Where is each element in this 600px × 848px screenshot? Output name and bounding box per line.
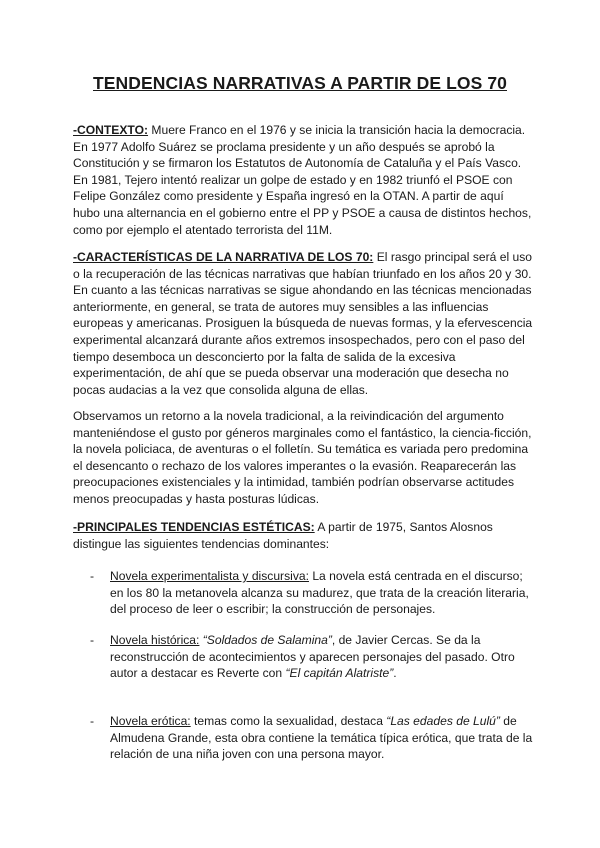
work-title: “Las edades de Lulú”	[386, 714, 500, 728]
list-item-label: Novela experimentalista y discursiva:	[110, 569, 309, 583]
list-item-label: Novela erótica:	[110, 714, 191, 728]
list-item-description: La novela está centrada en el discurso; en los 80 la metanovela alcanza su madurez, que trata de la creación literaria, del proceso de leer o escribir; la construcción de personajes.	[110, 569, 529, 617]
contexto-body: Muere Franco en el 1976 y se inicia la transición hacia la democracia. En 1977 Adolfo Suárez se proclama presidente y un año después se aprobó la Constitución y se firmaron los Estatutos de Autonomía de Cataluña y el País Vasco. En 1981, Tejero intentó realizar un golpe de estado y en 1982 triunfó el PSOE con Felipe González como presidente y España ingresó en la OTAN. A partir de aquí hubo una alternancia en el gobierno entre el PP y PSOE a causa de distintos hechos, como por ejemplo el atentado terrorista del 11M.	[73, 123, 532, 237]
observamos-paragraph: Observamos un retorno a la novela tradicional, a la reivindicación del argumento manteniéndose el gusto por géneros marginales como el fantástico, la ciencia-ficción, la novela policiaca, de aventuras o el folletín. Su temática es variada pero predomina el desencanto o rechazo de los valores imperantes o la evasión. Reaparecerán las preocupaciones existenciales y la intimidad, también podrían observarse actitudes menos preocupadas y hasta posturas lúdicas.	[73, 409, 532, 506]
list-item-description: de Almudena Grande, esta obra contiene la temática típica erótica, que trata de la relación de una niña joven con una persona mayor.	[110, 714, 533, 762]
work-title: “Soldados de Salamina”	[202, 633, 332, 647]
list-item-text: Novela histórica: “Soldados de Salamina”, de Javier Cercas. Se da la reconstrucción de acontecimientos y aparecen personajes del pasado. Otro autor a destacar es Reverte con “El capitán Alatriste”.	[110, 633, 515, 681]
tendencias-heading: -PRINCIPALES TENDENCIAS ESTÉTICAS:	[73, 520, 315, 534]
contexto-paragraph	[73, 122, 533, 238]
tendencias-body: A partir de 1975, Santos Alosnos distingue las siguientes tendencias dominantes:	[73, 520, 493, 551]
work-title: “El capitán Alatriste”	[285, 666, 394, 681]
list-item-text: Novela erótica: temas como la sexualidad, destaca “Las edades de Lulú” de Almudena Grande, esta obra contiene la temática típica erótica, que trata de la relación de una niña joven con una persona mayor.	[110, 714, 533, 762]
caracteristicas-paragraph	[73, 249, 533, 398]
caracteristicas-heading: -CARACTERÍSTICAS DE LA NARRATIVA DE LOS 70:	[73, 250, 374, 264]
list-item-text	[110, 568, 533, 618]
page-title: TENDENCIAS NARRATIVAS A PARTIR DE LOS 70	[93, 73, 507, 93]
list-bullet: -	[90, 569, 95, 583]
list-bullet: -	[90, 714, 95, 728]
list-item-description: , de Javier Cercas. Se da la reconstrucción de acontecimientos y aparecen personajes del pasado. Otro autor a destacar es Reverte con	[110, 633, 515, 681]
caracteristicas-body: El rasgo principal será el uso o la recuperación de las técnicas narrativas que habían triunfado en los años 20 y 30. En cuanto a las técnicas narrativas se sigue ahondando en las técnicas mencionadas anteriormente, en general, se trata de autores muy sensibles a las influencias europeas y americanas. Prosiguen la búsqueda de nuevas formas, y la efervescencia experimental alcanzará durante años extremos insospechados, pero con el paso del tiempo desemboca un desconcierto por la falta de salida de la excesiva experimentación, de ahí que se pueda observar una moderación que desecha no pocas audacias a la vez que consolida alguna de ellas.	[73, 250, 533, 397]
contexto-heading: -CONTEXTO:	[73, 123, 149, 137]
list-bullet: -	[90, 633, 95, 647]
list-item-label: Novela histórica:	[110, 633, 200, 647]
tendencias-paragraph	[73, 519, 533, 552]
